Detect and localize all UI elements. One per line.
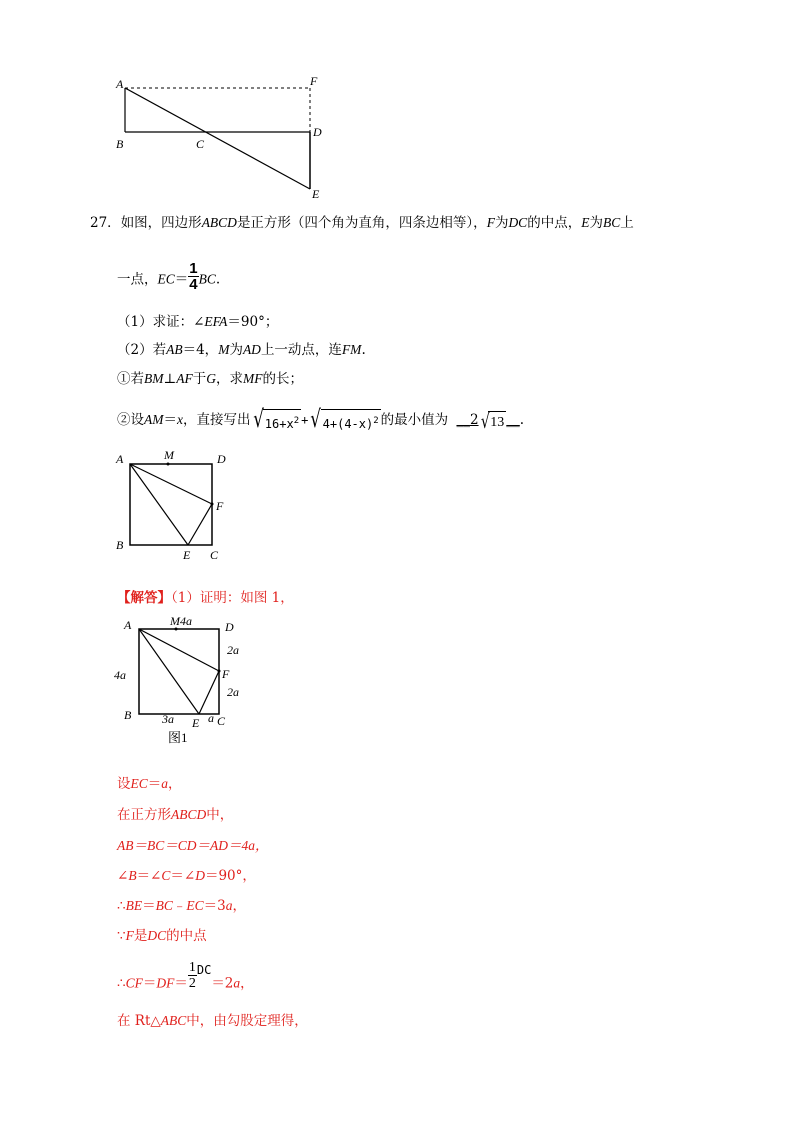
q27-text: 一点， (117, 271, 158, 288)
q27-text: BC (602, 215, 621, 230)
q27-text: FM (341, 342, 362, 357)
q27-text: （2）若 (117, 342, 167, 358)
label-m4a: M4a (170, 614, 192, 628)
label-a: A (116, 77, 124, 91)
q27-text: ⊥ (163, 371, 177, 387)
answer-underline: __ (456, 412, 470, 428)
solution-text: 设 (117, 776, 131, 792)
sqrt1-body: 16+x (264, 417, 294, 431)
solution-line8 (117, 1011, 308, 1031)
segment-ae (125, 88, 310, 189)
q27-text: . (519, 412, 525, 428)
label-b: B (116, 538, 124, 552)
q27-text: ＝ (174, 271, 189, 288)
solution-text: ＝90°， (204, 868, 256, 884)
frac-numerator: 1 (189, 260, 198, 277)
solution-text: DF (156, 975, 175, 991)
q27-text: 的中点， (527, 215, 582, 231)
answer-radicand: 13 (488, 411, 506, 434)
label-c: C (196, 137, 205, 151)
solution-text: ＝∠ (170, 868, 196, 884)
solution-text: 在正方形 (117, 807, 171, 823)
q27-text: E (581, 215, 590, 230)
label-d: D (313, 125, 322, 139)
solution-text: ﹣ (172, 898, 187, 914)
q27-text: MF (242, 371, 263, 386)
solution-text: ABCD (171, 807, 207, 822)
solution-text: ＝ (147, 776, 162, 792)
square-abcd (139, 629, 219, 714)
solution-figure-1 (110, 612, 250, 747)
q27-text: （1）求证：∠ (117, 314, 205, 330)
solution-text: ∵ (117, 928, 126, 944)
label-2a-top: 2a (227, 643, 239, 657)
point-m (167, 463, 170, 466)
label-d: D (225, 620, 234, 634)
q27-part1 (117, 312, 278, 332)
q27-text: ＝90°； (227, 314, 279, 330)
solution-text: 是 (133, 928, 148, 944)
q27-text: 如图，四边形 (120, 215, 202, 231)
fraction-one-quarter (188, 261, 198, 293)
solution-text: BC (155, 898, 173, 913)
q27-text: ，求 (215, 371, 243, 387)
solution-text: C (161, 868, 171, 883)
q27-text: 于 (192, 371, 207, 387)
q27-text: 的长； (262, 371, 303, 387)
solution-text: ＝ (142, 898, 156, 914)
solution-text: AB＝BC＝CD＝AD＝4a， (117, 838, 269, 853)
solution-line3 (117, 836, 269, 856)
label-a-small: a (208, 711, 214, 725)
solution-text: ， (168, 776, 182, 792)
solution-line6 (117, 926, 207, 946)
label-e: E (183, 548, 191, 562)
solution-text: ∴ (117, 975, 126, 992)
q27-text: 上一动点，连 (260, 342, 342, 358)
solution-text: ＝ (174, 975, 188, 992)
solution-text: ∠ (117, 868, 129, 884)
radical-sign-icon: √ (310, 405, 322, 433)
label-b: B (124, 708, 132, 722)
q27-text: EFA (204, 314, 228, 329)
solution-text: CF (125, 975, 143, 991)
segment-ae (139, 629, 199, 714)
label-a: A (116, 452, 124, 466)
solution-text: a (161, 776, 169, 791)
frac-trailing-dc: DC (196, 962, 212, 977)
label-e: E (192, 716, 200, 730)
solution-tag: 【解答】 (117, 590, 171, 606)
q27-text: AM (144, 412, 164, 427)
solution-text: EC (186, 898, 204, 913)
q27-text: BC (198, 271, 216, 287)
sqrt-expression-1 (251, 406, 302, 435)
answer-sqrt (479, 408, 507, 434)
radical-sign-icon: √ (252, 405, 264, 433)
segment-ef (188, 504, 212, 545)
frac-denominator: 4 (189, 276, 198, 293)
solution-intro (117, 588, 294, 608)
label-e: E (312, 187, 320, 201)
square-abcd (130, 464, 212, 545)
plus-sign: + (301, 413, 309, 427)
q27-text: 为 (589, 215, 603, 231)
label-f: F (216, 499, 224, 513)
q27-text: 为 (229, 342, 243, 358)
sqrt2-body: 4+(4-x) (322, 417, 374, 431)
q27-text: AD (242, 342, 261, 357)
figure-caption: 图1 (168, 730, 188, 745)
q27-text: . (361, 342, 366, 358)
q27-number: 27． (90, 215, 121, 231)
solution-text: ∴ (117, 898, 126, 914)
solution-text: 中， (206, 807, 234, 823)
square-figure (110, 448, 240, 563)
q27-line2 (117, 260, 221, 296)
q27-text: ＝ (163, 412, 177, 428)
solution-line4 (117, 866, 256, 886)
sqrt-expression-2 (308, 406, 380, 435)
fraction-one-half (188, 960, 197, 992)
label-c: C (217, 714, 226, 728)
q27-text: 是正方形（四个角为直角，四条边相等）， (236, 215, 487, 231)
label-4a: 4a (114, 668, 126, 682)
frac-numerator: 1 (188, 960, 196, 975)
label-f: F (310, 74, 318, 88)
q27-text: 为 (494, 215, 509, 231)
solution-text: DC (147, 928, 167, 943)
segment-ef (199, 671, 219, 714)
q27-text: x (177, 412, 183, 427)
q27-part2 (117, 340, 366, 360)
solution-text: ， (240, 975, 254, 992)
label-3a: 3a (162, 712, 174, 726)
label-c: C (210, 548, 219, 562)
label-f: F (222, 667, 230, 681)
solution-text: 的中点 (166, 928, 207, 944)
q27-sub2 (117, 405, 524, 435)
q27-text: BM (144, 371, 164, 386)
solution-text: （1）证明：如图 1， (171, 590, 294, 606)
q27-text: ＝4， (182, 342, 219, 358)
solution-text: a (233, 975, 241, 991)
q27-text: ABCD (201, 215, 237, 230)
radical-sign-icon: √ (480, 408, 490, 433)
segment-af (139, 629, 219, 671)
answer-blank (456, 408, 520, 433)
answer-coefficient: 2 (469, 412, 479, 428)
label-2a-bottom: 2a (227, 685, 239, 699)
answer-underline: __ (506, 412, 520, 428)
segment-af (130, 464, 212, 504)
solution-text: EC (130, 776, 148, 791)
solution-text: BE (125, 898, 143, 913)
point-f (211, 503, 214, 506)
solution-text: F (125, 928, 134, 943)
q27-text: ①若 (117, 371, 144, 387)
q27-text: EC (157, 271, 175, 287)
solution-text: ＝ (142, 975, 157, 992)
solution-text: ， (232, 898, 246, 914)
sqrt2-exponent: 2 (373, 416, 379, 426)
q27-line1 (90, 213, 634, 233)
q27-sub1 (117, 369, 303, 389)
label-a: A (124, 618, 132, 632)
solution-text: D (195, 868, 205, 883)
label-m: M (164, 448, 174, 462)
solution-text: 在 Rt△ (117, 1013, 161, 1029)
frac-denominator: 2 (188, 976, 196, 991)
solution-text: ＝∠ (136, 868, 162, 884)
q27-text: G (206, 371, 216, 386)
solution-text: ＝2 (211, 975, 234, 992)
solution-text: 中，由勾股定理得， (186, 1013, 308, 1029)
q27-text: DC (508, 215, 528, 230)
solution-text: B (128, 868, 137, 883)
solution-line2 (117, 805, 233, 825)
q27-text: ②设 (117, 412, 144, 428)
q27-text: AB (166, 342, 183, 357)
solution-text: ABC (160, 1013, 187, 1028)
q27-text: 的最小值为 (380, 412, 449, 428)
point-f (218, 670, 221, 673)
top-figure (110, 72, 340, 202)
solution-text: ＝3 (203, 898, 226, 914)
solution-text: a (225, 898, 233, 913)
solution-line5 (117, 896, 246, 916)
q27-text: F (486, 215, 495, 230)
q27-text: M (218, 342, 230, 357)
label-d: D (217, 452, 226, 466)
sqrt1-exponent: 2 (293, 416, 300, 426)
solution-line7 (117, 960, 254, 1000)
q27-text: ，直接写出 (183, 412, 251, 428)
segment-ae (130, 464, 188, 545)
q27-text: . (215, 271, 221, 288)
label-b: B (116, 137, 124, 151)
q27-text: AF (176, 371, 193, 386)
q27-text: 上 (620, 215, 634, 231)
solution-line1 (117, 774, 182, 794)
